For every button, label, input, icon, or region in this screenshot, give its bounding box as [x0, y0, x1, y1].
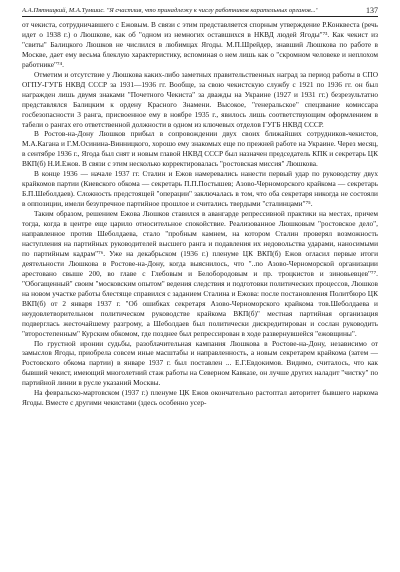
- article-body: [22, 20, 378, 408]
- paragraph-continuation: от чекиста, сотрудничавшего с Ежовым. В связи с этим представляется спорным утверждение Р.Конквеста (речь идет о 1938 г.) о Люшкове, как об "одном из немногих оставшихся в НКВД людей Ягоды"⁷³. Как чекист из "свиты" Балицкого Люшков не числился в любимцах Ягоды. М.П.Шрейдер, знавший Люшкова по работе в Москве, дает ему весьма блеклую характеристику, вспоминая о нем лишь как о "скромном человеке и неплохом работнике"⁷⁴.: [22, 20, 378, 69]
- paragraph: На февральско-мартовском (1937 г.) пленуме ЦК Ежов окончательно растоптал авторитет бывшего наркома Ягоды. Вместе с другими чекистами (здесь особенно усер-: [22, 388, 378, 408]
- paragraph: Таким образом, решением Ежова Люшков ставился в авангарде репрессивной практики на местах, причем тогда, когда в центре еще царило относительное спокойствие. Реализованное Люшковым "ростовское дело", направленное против Шеболдаева, стало "пробным камнем, на котором Сталин проверял возможность наступления на партийных руководителей высшего ранга и подавления их недовольства ударами, наносимыми по партийным кадрам"⁷⁶. Уже на декабрьском (1936 г.) пленуме ЦК ВКП(б) Ежов огласил первые итоги деятельности Люшкова в Ростове-на-Дону, когда выяснилось, что "..по Азово-Черноморской организации арестовано свыше 200, во главе с Глебовым и Белобородовым и пр. троцкистов и зиновьевцев"⁷⁷. "Обогащенный" своим "московским опытом" ведения следствия и подготовки политических процессов, Люшков на новом участке работы блестяще справился с заданием Сталина и Ежова: после постановления Политбюро ЦК ВКП(б) от 2 января 1937 г. "Об ошибках секретаря Азово-Черноморского крайкома тов.Шеболдаева и неудовлетворительном политическом руководстве крайкома ВКП(б)" местная партийная организация подверглась жесточайшему разгрому, а Шеболдаев был политически дискредитирован и сослан руководить "второстепенным" Курским обкомом, где позднее был репрессирован в ходе развернувшейся "ежовщины".: [22, 209, 378, 338]
- paragraph: В конце 1936 — начале 1937 гг. Сталин и Ежов намеревались нанести первый удар по руководству двух крайкомов партии (Киевского обкома — секретарь П.П.Постышев; Азово-Черноморского крайкома — секретарь Б.П.Шеболдаев). Сложность предстоящей "операции" заключалась в том, что оба секретаря никогда не состояли в оппозиции, имели безупречное партийное прошлое и считались твердыми "сталинцами"⁷⁵.: [22, 169, 378, 209]
- running-header: [22, 6, 378, 17]
- paragraph: В Ростов-на-Дону Люшков прибыл в сопровождении двух своих ближайших сотрудников-чекистов, М.А.Кагана и Г.М.Осинина-Винницкого, хорошо ему знакомых еще по прежней работе на Украине. Через месяц, в сентябре 1936 г., Ягода был снят и новым главой НКВД СССР был назначен председатель КПК и секретарь ЦК ВКП(б) Н.И.Ежов. В связи с этим несколько корректировалась "ростовская миссия" Люшкова.: [22, 129, 378, 169]
- paragraph: По грустной иронии судьбы, разоблачительная кампания Люшкова в Ростове-на-Дону, независимо от замыслов Ягоды, приобрела совсем иные масштабы и направленность, а новым секретарем крайкома (затем — Ростовского обкома партии) в январе 1937 г. был поставлен ... Е.Г.Евдокимов. Видимо, считалось, что как бывший чекист, имеющий многолетний стаж работы на Северном Кавказе, он лучше других наладит "чистку" по партийной линии в русле указаний Москвы.: [22, 338, 378, 388]
- running-title: А.А.Пятницкий, М.А.Тумшис. "Я счастлив, что принадлежу к числу работников карательных органов...": [22, 7, 319, 14]
- paragraph: Отметим и отсутствие у Люшкова каких-либо заметных правительственных наград за период работы в СПО ОГПУ-ГУГБ НКВД СССР за 1931—1936 гг. Вообще, за свою чекистскую службу с 1921 по 1936 гг. он был награжден лишь двумя знаками "Почетного Чекиста" за дважды на Украине (1927 и 1931 гг.) безрезультатно представлялся Балицким к ордену Красного Знамени. Высокое, "генеральское" спецзвание комиссара госбезопасности 3 ранга, присвоенное ему в ноябре 1935 г., явилось лишь соответствующим оформлением в табели о рангах его ответственной должности в одном из ключевых отделов ГУГБ НКВД СССР.: [22, 69, 378, 129]
- page-number: 137: [366, 6, 378, 15]
